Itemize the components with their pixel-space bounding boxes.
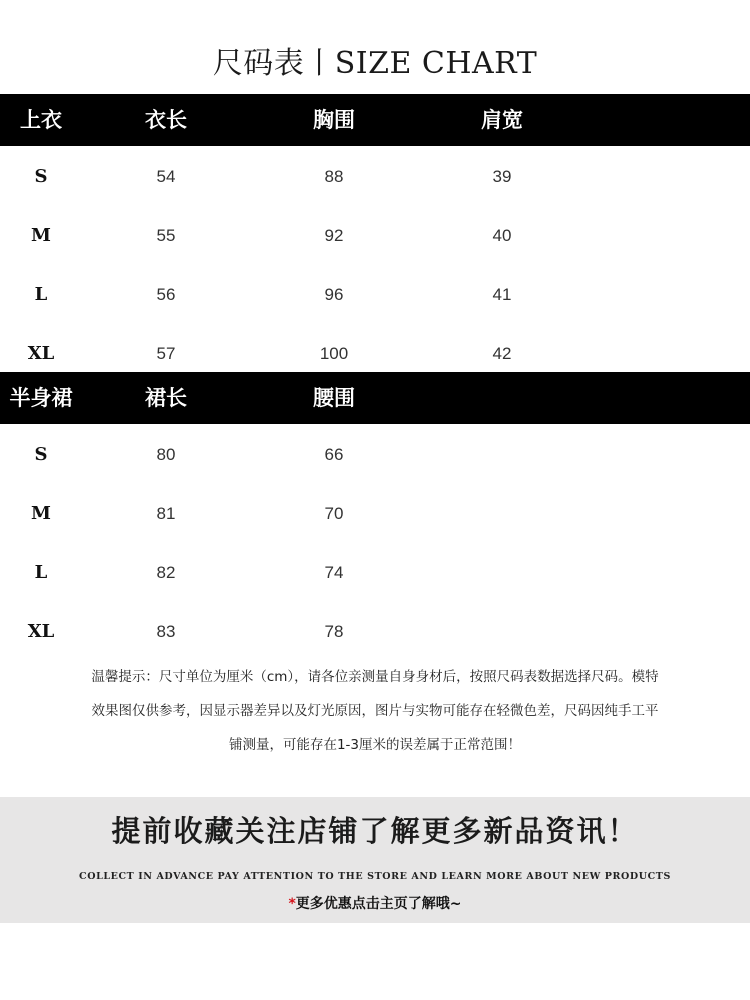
size-label: XL <box>27 621 55 642</box>
follow-store-banner <box>0 797 750 923</box>
size-label: S <box>34 166 48 187</box>
size-note <box>70 660 680 762</box>
shoulder-value: 40 <box>492 226 512 245</box>
header-skirt-length: 裙长 <box>145 385 187 410</box>
banner-tip <box>0 893 750 913</box>
bust-value: 96 <box>324 285 344 304</box>
banner-subtitle: COLLECT IN ADVANCE PAY ATTENTION TO THE STORE AND LEARN MORE ABOUT NEW PRODUCTS <box>79 871 671 882</box>
header-length: 衣长 <box>145 107 187 132</box>
table-row <box>0 484 750 544</box>
banner-tip-text: 更多优惠点击主页了解哦~ <box>295 896 462 912</box>
length-value: 82 <box>156 563 176 582</box>
star-mark: * <box>288 896 296 912</box>
skirt-table-header <box>0 372 750 424</box>
bust-value: 92 <box>324 226 344 245</box>
length-value: 80 <box>156 445 176 464</box>
header-bust: 胸围 <box>313 107 355 132</box>
waist-value: 74 <box>324 563 344 582</box>
tops-table-header <box>0 94 750 146</box>
size-label: L <box>34 284 48 305</box>
shoulder-value: 41 <box>492 285 512 304</box>
shoulder-value: 42 <box>492 344 512 363</box>
page-title: 尺码表丨SIZE CHART <box>212 46 538 81</box>
size-label: L <box>34 562 48 583</box>
header-tops: 上衣 <box>20 107 62 132</box>
header-waist: 腰围 <box>313 385 355 410</box>
size-label: M <box>31 225 51 246</box>
banner-headline: 提前收藏关注店铺了解更多新品资讯！ <box>111 814 639 848</box>
waist-value: 66 <box>324 445 344 464</box>
length-value: 55 <box>156 226 176 245</box>
note-line: 铺测量，可能存在1-3厘米的误差属于正常范围！ <box>228 737 522 753</box>
length-value: 83 <box>156 622 176 641</box>
table-row <box>0 602 750 662</box>
table-row <box>0 147 750 207</box>
header-skirt: 半身裙 <box>9 385 73 410</box>
table-row <box>0 543 750 603</box>
length-value: 56 <box>156 285 176 304</box>
length-value: 54 <box>156 167 176 186</box>
size-label: XL <box>27 343 55 364</box>
waist-value: 78 <box>324 622 344 641</box>
note-line: 效果图仅供参考，因显示器差异以及灯光原因，图片与实物可能存在轻微色差，尺码因纯手工平 <box>91 703 659 719</box>
note-line: 温馨提示：尺寸单位为厘米（cm），请各位亲测量自身身材后，按照尺码表数据选择尺码。模特 <box>91 669 659 685</box>
bust-value: 100 <box>319 344 349 363</box>
header-shoulder: 肩宽 <box>481 107 523 132</box>
table-row <box>0 206 750 266</box>
length-value: 57 <box>156 344 176 363</box>
length-value: 81 <box>156 504 176 523</box>
shoulder-value: 39 <box>492 167 512 186</box>
waist-value: 70 <box>324 504 344 523</box>
bust-value: 88 <box>324 167 344 186</box>
size-label: S <box>34 444 48 465</box>
size-label: M <box>31 503 51 524</box>
table-row <box>0 425 750 485</box>
table-row <box>0 265 750 325</box>
